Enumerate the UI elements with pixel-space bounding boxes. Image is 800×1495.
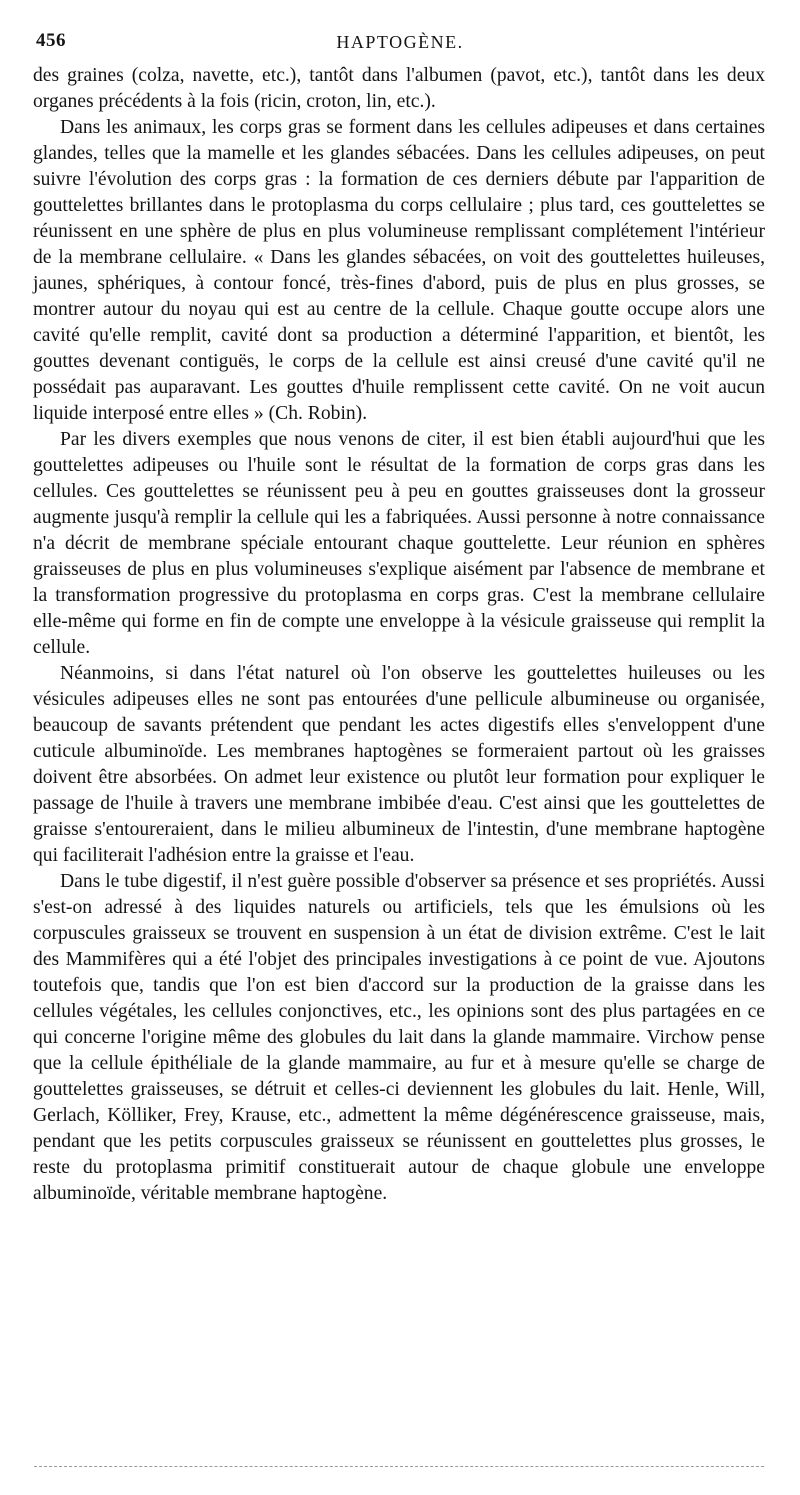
page-number: 456 (36, 30, 66, 51)
running-title: HAPTOGÈNE. (336, 32, 464, 52)
paragraph-continued: des graines (colza, navette, etc.), tantôt dans l'albumen (pavot, etc.), tantôt dans les deux organes précédents à la fois (ricin, croton, lin, etc.). (33, 65, 765, 112)
paragraph-digestive-tube: Dans le tube digestif, il n'est guère possible d'observer sa présence et ses propriétés. Aussi s'est-on adressé à des liquides naturels ou artificiels, tels que les émulsions où les corpuscules graisseux se trouvent en suspension à un état de division extrême. C'est le lait des Mammifères qui a été l'objet des principales investigations à ce point de vue. Ajoutons toutefois que, tandis que l'on est bien d'accord sur la production de la graisse dans les cellules végétales, les cellules conjonctives, etc., les opinions sont des plus partagées en ce qui concerne l'origine même des globules du lait dans la glande mammaire. Virchow pense que la cellule épithéliale de la glande mammaire, au fur et à mesure qu'elle se charge de gouttelettes graisseuses, se détruit et celles-ci deviennent les globules du lait. Henle, Will, Gerlach, Kölliker, Frey, Krause, etc., admettent la même dégénérescence graisseuse, mais, pendant que les petits corpuscules graisseux se réunissent en gouttelettes plus grosses, le reste du protoplasma primitif constituerait autour de chaque globule une enveloppe albuminoïde, véritable membrane haptogène. (33, 871, 765, 1204)
paragraph-haptogen-membranes: Néanmoins, si dans l'état naturel où l'on observe les gouttelettes huileuses ou les vésicules adipeuses elles ne sont pas entourées d'une pellicule albumineuse ou organisée, beaucoup de savants prétendent que pendant les actes digestifs elles s'enveloppent d'une cuticule albuminoïde. Les membranes haptogènes se formeraient partout où les graisses doivent être absorbées. On admet leur existence ou plutôt leur formation pour expliquer le passage de l'huile à travers une membrane imbibée d'eau. C'est ainsi que les gouttelettes de graisse s'entoureraient, dans le milieu albumineux de l'intestin, d'une membrane haptogène qui faciliterait l'adhésion entre la graisse et l'eau. (33, 663, 765, 866)
page-header (36, 30, 764, 60)
footer-dashed-rule (34, 1466, 764, 1467)
paragraph-animal-fat-cells: Dans les animaux, les corps gras se forment dans les cellules adipeuses et dans certaines glandes, telles que la mamelle et les glandes sébacées. Dans les cellules adipeuses, on peut suivre l'évolution des corps gras : la formation de ces derniers débute par l'apparition de gouttelettes brillantes dans le protoplasma du corps cellulaire ; plus tard, ces gouttelettes se réunissent en une sphère de plus en plus volumineuse remplissant complétement l'intérieur de la membrane cellulaire. « Dans les glandes sébacées, on voit des gouttelettes huileuses, jaunes, sphériques, à contour foncé, très-fines d'abord, puis de plus en plus grosses, se montrer autour du noyau qui est au centre de la cellule. Chaque goutte occupe alors une cavité qu'elle remplit, cavité dont sa production a déterminé l'apparition, et bientôt, les gouttes devenant contiguës, le corps de la cellule est ainsi creusé d'une cavité qu'il ne possédait pas auparavant. Les gouttes d'huile remplissent cette cavité. On ne voit aucun liquide interposé entre elles » (Ch. Robin). (33, 117, 765, 424)
paragraph-fat-droplets: Par les divers exemples que nous venons de citer, il est bien établi aujourd'hui que les gouttelettes adipeuses ou l'huile sont le résultat de la formation de corps gras dans les cellules. Ces gouttelettes se réunissent peu à peu en gouttes graisseuses dont la grosseur augmente jusqu'à remplir la cellule qui les a fabriquées. Aussi personne à notre connaissance n'a décrit de membrane spéciale entourant chaque gouttelette. Leur réunion en sphères graisseuses de plus en plus volumineuses s'explique aisément par l'absence de membrane et la transformation progressive du protoplasma en corps gras. C'est la membrane cellulaire elle-même qui forme en fin de compte une enveloppe à la vésicule graisseuse qui remplit la cellule. (33, 429, 765, 658)
body-text (33, 63, 765, 1207)
